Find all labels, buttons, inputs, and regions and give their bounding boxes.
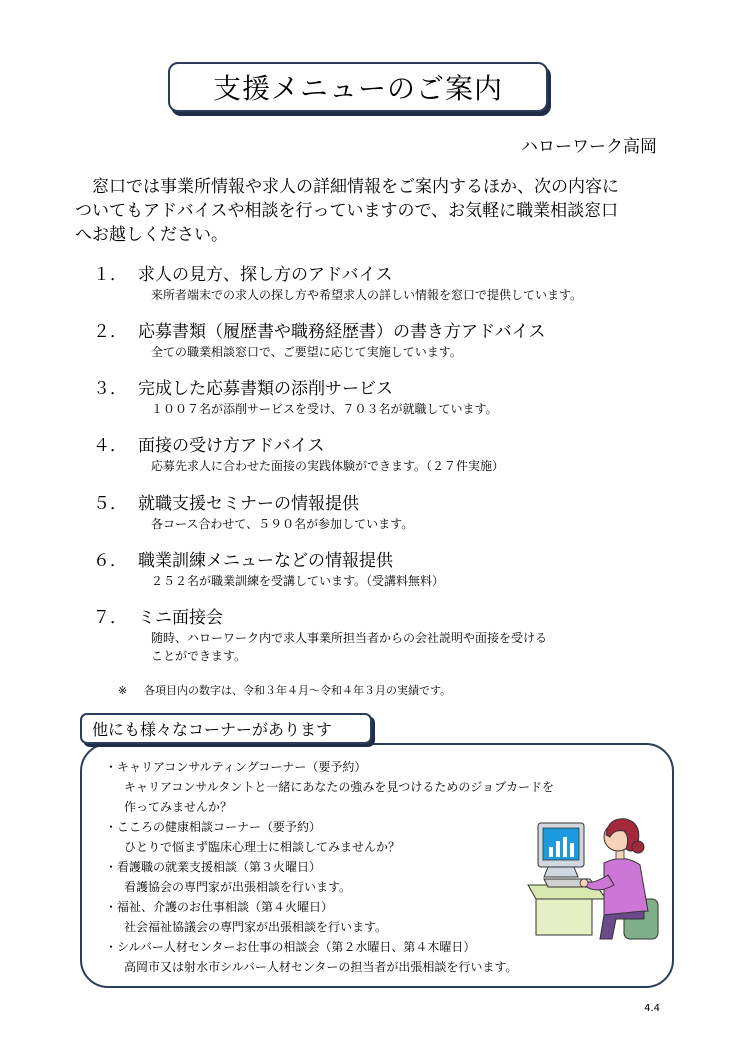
woman-at-computer-illustration bbox=[526, 815, 662, 945]
note-text: 各項目内の数字は、令和３年４月～令和４年３月の実績です。 bbox=[144, 684, 452, 697]
corner-item-title: ・こころの健康相談コーナー（要予約） bbox=[105, 820, 322, 834]
note-mark: ※ bbox=[118, 684, 128, 697]
menu-number: ２． bbox=[93, 322, 127, 342]
corner-item-title: ・福祉、介護のお仕事相談（第４火曜日） bbox=[105, 900, 334, 914]
menu-title: 完成した応募書類の添削サービス bbox=[138, 379, 393, 399]
page-number: 4.4 bbox=[644, 1003, 660, 1014]
page-title: 支援メニューのご案内 bbox=[212, 72, 503, 105]
menu-desc: 随時、ハローワーク内で求人事業所担当者からの会社説明や面接を受ける bbox=[151, 631, 548, 645]
corner-item-desc: キャリアコンサルタントと一緒にあなたの強みを見つけるためのジョブカードを bbox=[124, 780, 554, 794]
menu-item-5 bbox=[93, 493, 693, 533]
menu-desc: 応募先求人に合わせた面接の実践体験ができます。（２７件実施） bbox=[151, 459, 505, 473]
menu-title: ミニ面接会 bbox=[138, 608, 223, 628]
corner-item-desc: 作ってみませんか？ bbox=[124, 800, 233, 814]
menu-desc: 各コース合わせて、５９０名が参加しています。 bbox=[151, 517, 414, 531]
menu-title: 求人の見方、探し方のアドバイス bbox=[138, 265, 393, 285]
menu-title: 応募書類（履歴書や職務経歴書）の書き方アドバイス bbox=[138, 322, 546, 342]
menu-item-4 bbox=[93, 435, 693, 475]
intro-line: ついてもアドバイスや相談を行っていますので、お気軽に職業相談窓口 bbox=[75, 201, 619, 221]
corner-item-desc: ひとりで悩まず臨床心理士に相談してみませんか？ bbox=[124, 840, 401, 854]
menu-item-6 bbox=[93, 550, 693, 590]
corner-item-desc: 看護協会の専門家が出張相談を行います。 bbox=[124, 880, 352, 894]
menu-number: ４． bbox=[93, 436, 127, 456]
corner-item-desc: 高岡市又は射水市シルバー人材センターの担当者が出張相談を行います。 bbox=[124, 960, 518, 974]
menu-title: 職業訓練メニューなどの情報提供 bbox=[138, 551, 393, 571]
menu-desc: ことができます。 bbox=[151, 649, 247, 663]
office-name: ハローワーク高岡 bbox=[521, 137, 657, 157]
menu-title: 面接の受け方アドバイス bbox=[138, 436, 325, 456]
menu-title: 就職支援セミナーの情報提供 bbox=[138, 494, 359, 514]
menu-number: ７． bbox=[93, 608, 127, 628]
menu-desc: １００７名が添削サービスを受け、７０３名が就職しています。 bbox=[151, 402, 498, 416]
corner-item-title: ・看護職の就業支援相談（第３火曜日） bbox=[105, 860, 322, 874]
menu-item-7 bbox=[93, 607, 693, 665]
menu-item-2 bbox=[93, 321, 693, 361]
menu-number: ６． bbox=[93, 551, 127, 571]
intro-paragraph bbox=[75, 175, 675, 247]
corner-item-desc: 社会福祉協議会の専門家が出張相談を行います。 bbox=[124, 920, 388, 934]
title-box bbox=[168, 62, 548, 112]
footnote bbox=[118, 682, 451, 698]
menu-desc: 全ての職業相談窓口で、ご要望に応じて実施しています。 bbox=[151, 345, 462, 359]
corner-item-title: ・シルバー人材センターお仕事の相談会（第２水曜日、第４木曜日） bbox=[105, 940, 476, 954]
corner-item-title: ・キャリアコンサルティングコーナー（要予約） bbox=[105, 760, 367, 774]
menu-number: ３． bbox=[93, 379, 127, 399]
menu-item-1 bbox=[93, 264, 693, 304]
corners-heading: 他にも様々なコーナーがあります bbox=[80, 713, 372, 744]
intro-line: へお越しください。 bbox=[75, 225, 228, 245]
menu-item-3 bbox=[93, 378, 693, 418]
menu-number: １． bbox=[93, 265, 127, 285]
menu-desc: 来所者端末での求人の探し方や希望求人の詳しい情報を窓口で提供しています。 bbox=[151, 288, 583, 302]
menu-desc: ２５２名が職業訓練を受講しています。（受講料無料） bbox=[151, 574, 445, 588]
intro-line: 窓口では事業所情報や求人の詳細情報をご案内するほか、次の内容に bbox=[92, 177, 619, 197]
menu-number: ５． bbox=[93, 494, 127, 514]
